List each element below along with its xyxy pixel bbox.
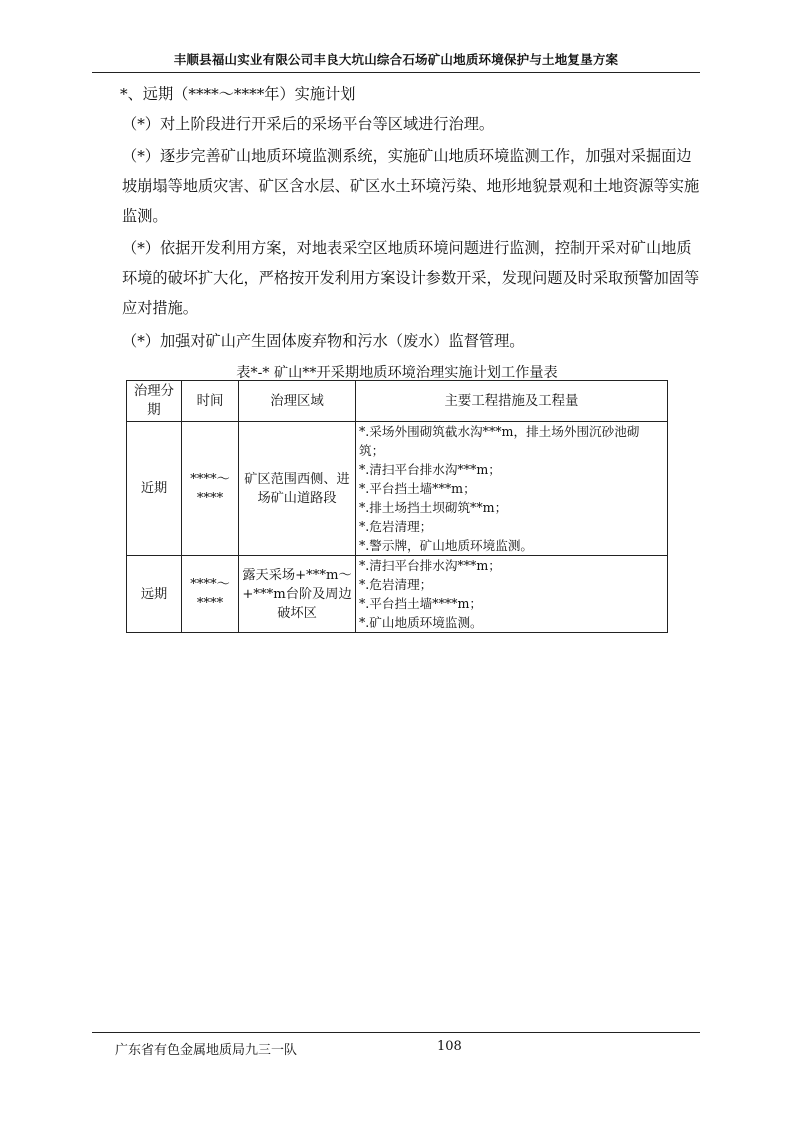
section-heading: *、远期（****～****年）实施计划	[120, 85, 356, 103]
table-caption: 表*-* 矿山**开采期地质环境治理实施计划工作量表	[236, 365, 558, 381]
measure-item: *.危岩清理；	[359, 577, 433, 592]
paragraph-text: （*）加强对矿山产生固体废弃物和污水（废水）监督管理。	[122, 332, 525, 350]
cell-time: ****～****	[182, 556, 239, 633]
paragraph-4	[92, 326, 700, 356]
footer-organization: 广东省有色金属地质局九三一队	[115, 1043, 298, 1058]
header-measures: 主要工程措施及工程量	[356, 381, 668, 422]
measure-item: *.清扫平台排水沟***m；	[359, 558, 501, 573]
measure-item: *.危岩清理；	[359, 519, 433, 534]
cell-area: 矿区范围西侧、进场矿山道路段	[239, 422, 356, 556]
paragraph-1	[92, 109, 700, 139]
document-header: 丰顺县福山实业有限公司丰良大坑山综合石场矿山地质环境保护与土地复垦方案	[173, 52, 619, 67]
cell-measures	[356, 422, 668, 556]
paragraph-text: （*）逐步完善矿山地质环境监测系统，实施矿山地质环境监测工作，加强对采掘面边坡崩塌等地质灾害、矿区含水层、矿区水土环境污染、地形地貌景观和土地资源等实施监测。	[122, 147, 700, 225]
measure-item: *.清扫平台排水沟***m；	[359, 462, 501, 477]
cell-area: 露天采场+***m～+***m台阶及周边破坏区	[239, 556, 356, 633]
measure-item: *.排土场挡土坝砌筑**m；	[359, 500, 508, 515]
table-row	[127, 556, 668, 633]
table-row	[127, 422, 668, 556]
work-quantity-table	[126, 380, 668, 633]
footer-divider	[92, 1032, 700, 1033]
table-header-row	[127, 381, 668, 422]
paragraph-text: （*）对上阶段进行开采后的采场平台等区域进行治理。	[122, 115, 495, 133]
measure-item: *.平台挡土墙****m；	[359, 596, 482, 611]
header-stage: 治理分期	[127, 381, 182, 422]
cell-measures	[356, 556, 668, 633]
measure-item: *.警示牌，矿山地质环境监测。	[359, 538, 534, 553]
cell-time: ****～****	[182, 422, 239, 556]
measure-item: *.矿山地质环境监测。	[359, 615, 483, 630]
paragraph-text: （*）依据开发利用方案，对地表采空区地质环境问题进行监测，控制开采对矿山地质环境的破坏扩大化，严格按开发利用方案设计参数开采，发现问题及时采取预警加固等应对措施。	[122, 239, 700, 317]
header-time: 时间	[182, 381, 239, 422]
measure-item: *.采场外围砌筑截水沟***m，排土场外围沉砂池砌筑；	[359, 424, 640, 458]
page-number: 108	[437, 1039, 462, 1054]
header-divider	[92, 72, 700, 73]
measure-item: *.平台挡土墙***m；	[359, 481, 476, 496]
header-area: 治理区域	[239, 381, 356, 422]
paragraph-3	[92, 233, 700, 323]
cell-stage: 远期	[127, 556, 182, 633]
paragraph-2	[92, 141, 700, 231]
cell-stage: 近期	[127, 422, 182, 556]
